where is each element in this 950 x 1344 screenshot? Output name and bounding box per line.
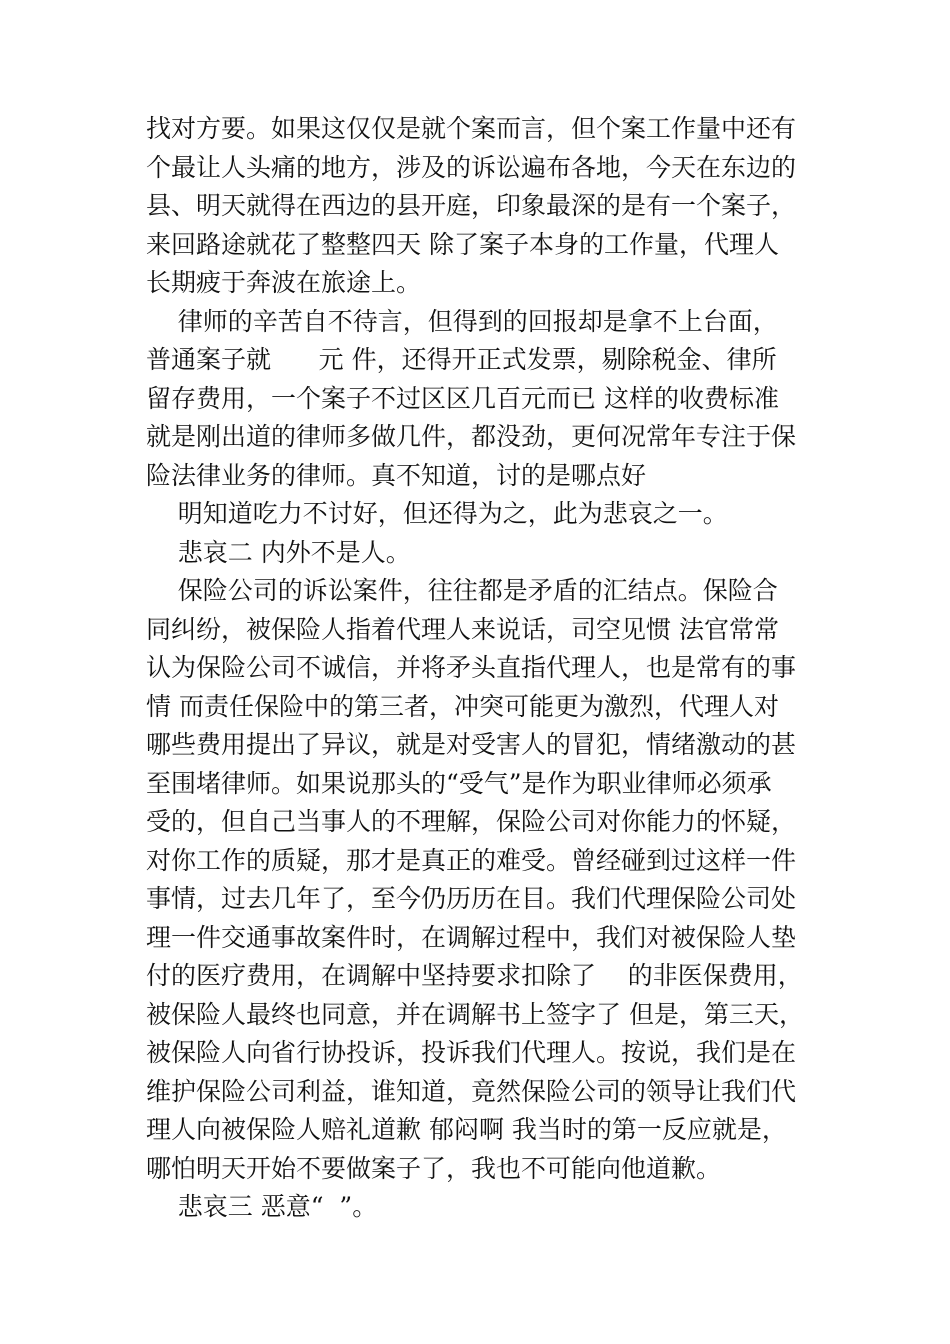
text-line: 理人向被保险人赔礼道歉 郁闷啊 我当时的第一反应就是， xyxy=(146,1115,787,1144)
text-line: 维护保险公司利益，谁知道，竟然保险公司的领导让我们代 xyxy=(146,1076,797,1106)
text-line: 哪些费用提出了异议，就是对受害人的冒犯，情绪激动的甚 xyxy=(146,730,797,759)
text-line: 险法律业务的律师。真不知道，讨的是哪点好 xyxy=(146,460,647,490)
text-line: 情 而责任保险中的第三者，冲突可能更为激烈，代理人对 xyxy=(146,691,779,721)
section-heading: 悲哀三 恶意“ ”。 xyxy=(146,1192,378,1221)
text-line: 至围堵律师。如果说那头的“受气”是作为职业律师必须承 xyxy=(146,768,772,798)
text-line: 被保险人最终也同意，并在调解书上签字了 但是，第三天， xyxy=(146,999,804,1029)
text-line: 受的，但自己当事人的不理解，保险公司对你能力的怀疑， xyxy=(146,807,797,836)
paragraph-start-line: 律师的辛苦自不待言，但得到的回报却是拿不上台面， xyxy=(146,306,778,336)
text-line: 事情，过去几年了，至今仍历历在目。我们代理保险公司处 xyxy=(146,884,797,913)
text-line: 县、明天就得在西边的县开庭，印象最深的是有一个案子， xyxy=(146,191,797,220)
text-line: 同纠纷，被保险人指着代理人来说话，司空见惯 法官常常 xyxy=(146,614,779,644)
paragraph-start-line: 保险公司的诉讼案件，往往都是矛盾的汇结点。保险合 xyxy=(146,576,778,605)
text-line: 哪怕明天开始不要做案子了，我也不可能向他道歉。 xyxy=(146,1153,722,1183)
section-heading: 悲哀二 内外不是人。 xyxy=(146,537,411,567)
text-line: 来回路途就花了整整四天 除了案子本身的工作量，代理人 xyxy=(146,229,779,259)
body-text xyxy=(146,110,816,1227)
text-line: 长期疲于奔波在旅途上。 xyxy=(146,268,422,297)
paragraph-start-line: 明知道吃力不讨好，但还得为之，此为悲哀之一。 xyxy=(146,499,728,528)
text-line: 留存费用，一个案子不过区区几百元而已 这样的收费标准 xyxy=(146,383,779,413)
text-line: 理一件交通事故案件时，在调解过程中，我们对被保险人垫 xyxy=(146,922,797,952)
text-line: 找对方要。如果这仅仅是就个案而言，但个案工作量中还有 xyxy=(146,114,797,143)
text-line: 被保险人向省行协投诉，投诉我们代理人。按说，我们是在 xyxy=(146,1038,797,1067)
text-line: 个最让人头痛的地方，涉及的诉讼遍布各地，今天在东边的 xyxy=(146,152,797,182)
text-line: 就是刚出道的律师多做几件，都没劲，更何况常年专注于保 xyxy=(146,422,797,451)
text-line: 对你工作的质疑，那才是真正的难受。曾经碰到过这样一件 xyxy=(146,845,797,875)
text-line: 普通案子就 元 件，还得开正式发票，剔除税金、律所 xyxy=(146,345,777,374)
text-line: 付的医疗费用，在调解中坚持要求扣除了 的非医保费用， xyxy=(146,961,803,990)
text-line: 认为保险公司不诚信，并将矛头直指代理人，也是常有的事 xyxy=(146,653,797,682)
